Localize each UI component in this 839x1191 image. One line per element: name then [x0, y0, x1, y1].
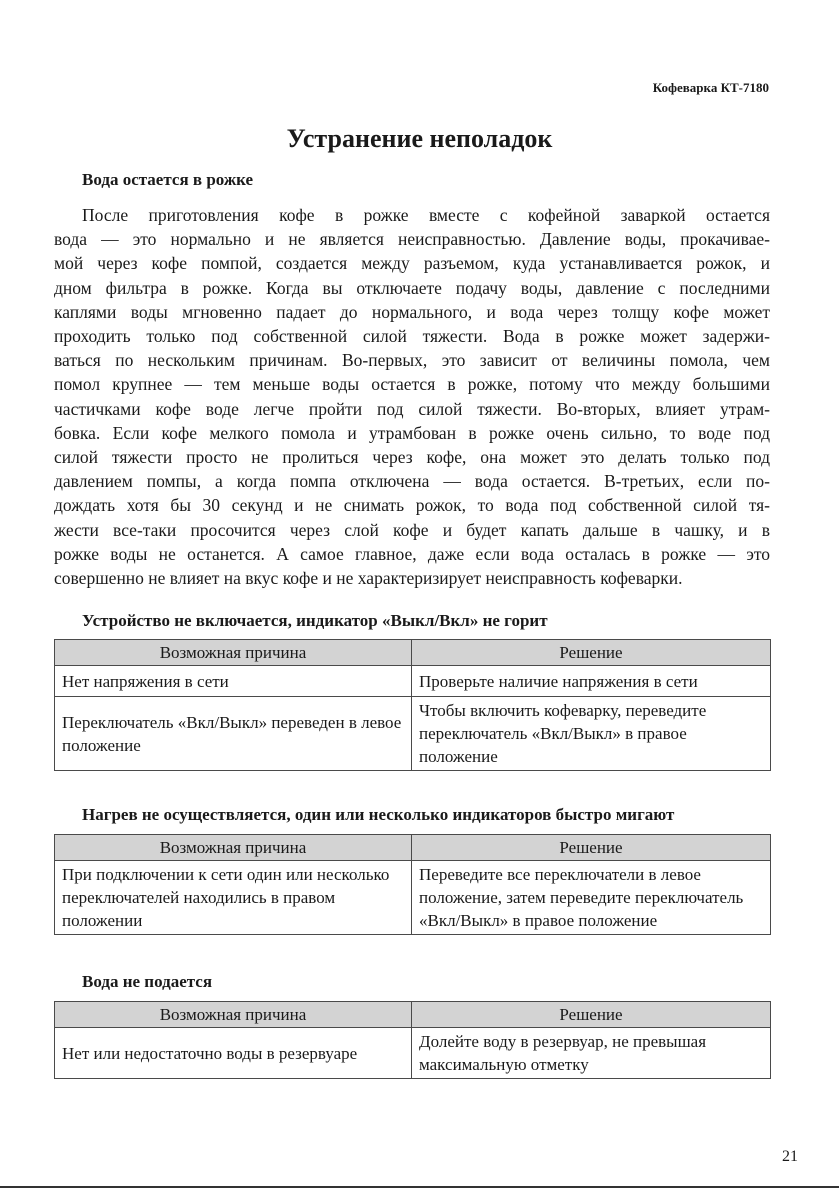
troubleshooting-table-power	[54, 639, 771, 771]
paragraph-line: дном фильтра в рожке. Когда вы отключаете подачу воды, давление с последними	[54, 277, 770, 298]
header-model-name: Кофеварка КТ-7180	[652, 80, 769, 95]
column-header-cause: Возможная причина	[55, 1002, 412, 1028]
cause-cell: Нет или недостаточно воды в резервуаре	[55, 1028, 412, 1079]
paragraph-line: дождать хотя бы 30 секунд и не снимать рожок, то вода под собственной силой тя-	[54, 495, 770, 516]
cause-cell: Переключатель «Вкл/Выкл» переведен в левое положение	[55, 697, 412, 771]
column-header-solution: Решение	[412, 835, 771, 861]
section-heading-water-in-holder: Вода остается в рожке	[82, 170, 254, 189]
table3-heading: Вода не подается	[82, 972, 213, 991]
paragraph-line: проходить только под собственной силой тяжести. Вода в рожке может задержи-	[54, 326, 770, 347]
paragraph-line: После приготовления кофе в рожке вместе с кофейной заваркой остается	[82, 205, 770, 225]
solution-cell: Чтобы включить кофеварку, переведите переключатель «Вкл/Выкл» в правое положение	[412, 697, 771, 771]
paragraph-line: совершенно не влияет на вкус кофе и не характеризирует неисправность кофеварки.	[54, 568, 683, 589]
table-header-row	[55, 640, 771, 666]
troubleshooting-table-heating	[54, 834, 771, 935]
page-title: Устранение неполадок	[286, 124, 553, 153]
table-row	[55, 697, 771, 771]
paragraph-line: помол крупнее — тем меньше воды остается в рожке, потому что между большими	[54, 374, 770, 395]
paragraph-line: давлением помпы, а когда помпа отключена — вода остается. В-третьих, если по-	[54, 471, 770, 492]
paragraph-line: частичками кофе воде легче пройти под силой тяжести. Во-вторых, влияет утрам-	[54, 398, 770, 419]
cause-cell: При подключении к сети один или несколько переключателей находились в правом положении	[55, 861, 412, 935]
paragraph-line: жести все-таки просочится через слой кофе и будет капать дальше в чашку, и в	[54, 519, 770, 540]
table-row	[55, 861, 771, 935]
paragraph-line: силой тяжести просто не пролиться через кофе, она может это делать только под	[54, 447, 770, 468]
paragraph-line: рожке воды не останется. А самое главное, даже если вода осталась в рожке — это	[54, 543, 770, 564]
troubleshooting-table-water	[54, 1001, 771, 1079]
column-header-cause: Возможная причина	[55, 640, 412, 666]
column-header-cause: Возможная причина	[55, 835, 412, 861]
bottom-divider	[0, 1186, 839, 1188]
paragraph-line: каплями воды мгновенно падает до нормального, и вода через толщу кофе может	[54, 301, 770, 322]
table1-heading: Устройство не включается, индикатор «Выкл/Вкл» не горит	[82, 611, 548, 630]
cause-cell: Нет напряжения в сети	[55, 666, 412, 697]
table-header-row	[55, 1002, 771, 1028]
table2-heading: Нагрев не осуществляется, один или несколько индикаторов быстро мигают	[82, 805, 675, 824]
paragraph-line: бовка. Если кофе мелкого помола и утрамбован в рожке очень сильно, то воде под	[54, 422, 770, 443]
paragraph-line: вода — это нормально и не является неисправностью. Давление воды, прокачивае-	[54, 229, 770, 250]
solution-cell: Долейте воду в резервуар, не превышая максимальную отметку	[412, 1028, 771, 1079]
table-row	[55, 666, 771, 697]
column-header-solution: Решение	[412, 640, 771, 666]
table-row	[55, 1028, 771, 1079]
paragraph-line: ваться по нескольким причинам. Во-первых, это зависит от величины помола, чем	[54, 350, 770, 371]
page-number: 21	[782, 1148, 798, 1165]
paragraph-line: мой через кофе помпой, создается между разъемом, куда устанавливается рожок, и	[54, 253, 770, 274]
table-header-row	[55, 835, 771, 861]
solution-cell: Переведите все переключатели в левое положение, затем переведите переключатель «Вкл/Выкл» в правое положение	[412, 861, 771, 935]
solution-cell: Проверьте наличие напряжения в сети	[412, 666, 771, 697]
column-header-solution: Решение	[412, 1002, 771, 1028]
body-paragraph	[54, 203, 770, 590]
